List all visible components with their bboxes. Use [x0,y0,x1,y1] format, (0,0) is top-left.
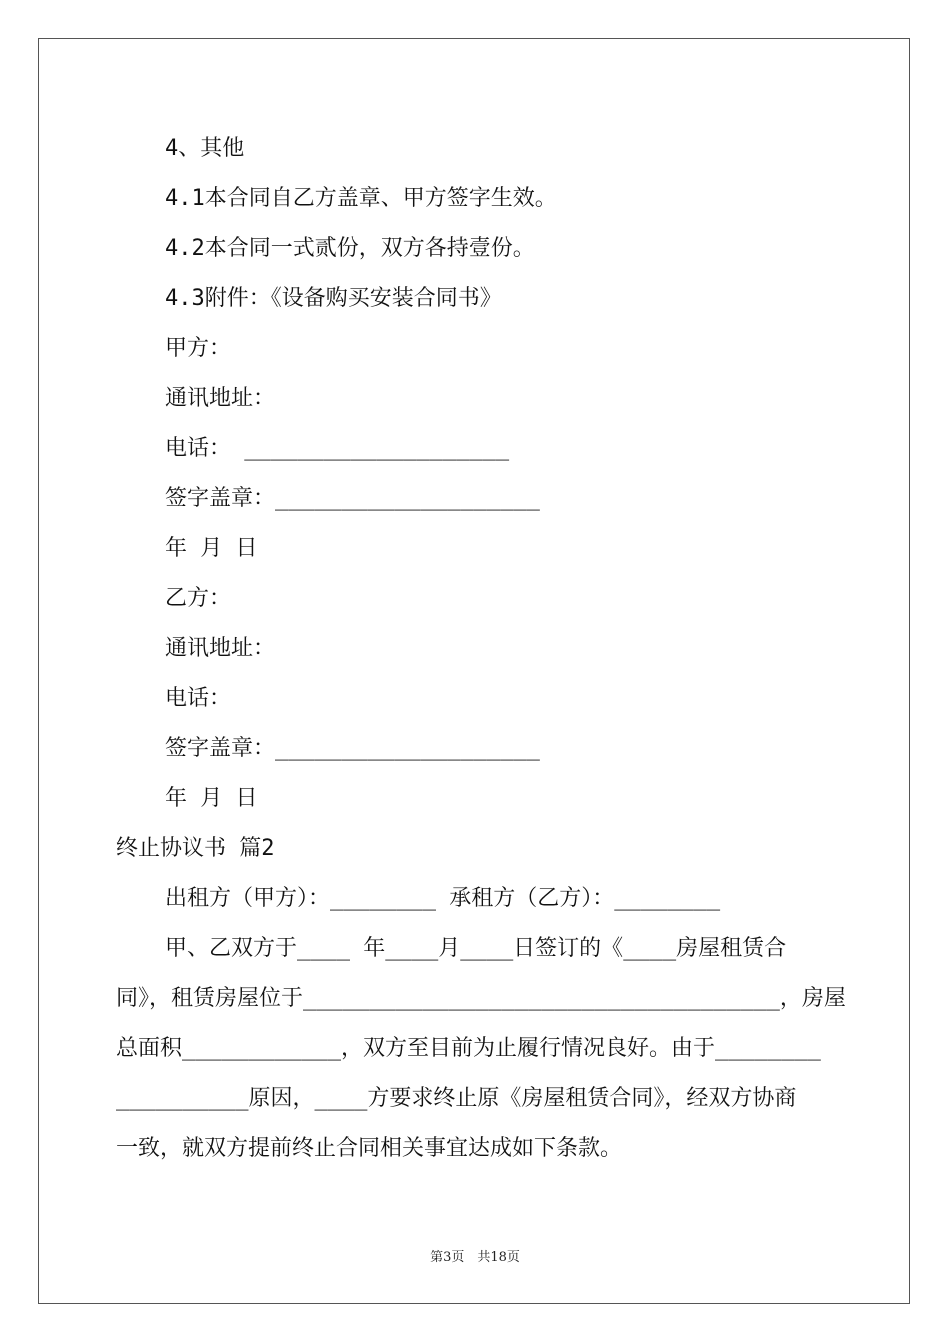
paragraph-line: __________原因，____方要求终止原《房屋租赁合同》，经双方协商 [116,1086,797,1111]
page-border [38,38,910,1304]
article-title: 终止协议书 篇2 [116,836,275,861]
party-b-label: 乙方： [165,586,232,611]
section-heading: 4、其他 [165,136,245,161]
paragraph-line: 甲、乙双方于____ 年____月____日签订的《____房屋租赁合 [165,936,787,961]
party-b-date: 年 月 日 [165,786,258,811]
party-a-address: 通讯地址： [165,386,276,411]
party-b-signature: 签字盖章：____________________ [165,736,540,761]
paragraph-line: 总面积____________，双方至目前为止履行情况良好。由于________ [116,1036,821,1061]
party-a-phone: 电话： ____________________ [165,436,510,461]
party-b-address: 通讯地址： [165,636,276,661]
page-footer: 第3页 共18页 [430,1250,520,1265]
clause-4-2: 4.2本合同一式贰份，双方各持壹份。 [165,236,535,261]
clause-4-3: 4.3附件：《设备购买安装合同书》 [165,286,502,311]
clause-4-1: 4.1本合同自乙方盖章、甲方签字生效。 [165,186,557,211]
paragraph-line: 一致，就双方提前终止合同相关事宜达成如下条款。 [116,1136,623,1161]
party-a-label: 甲方： [165,336,232,361]
paragraph-line: 同》，租赁房屋位于____________________________________，房屋 [116,986,846,1011]
party-b-phone: 电话： [165,686,232,711]
party-a-date: 年 月 日 [165,536,258,561]
parties-line: 出租方（甲方）：________ 承租方（乙方）：________ [165,886,721,911]
party-a-signature: 签字盖章：____________________ [165,486,540,511]
